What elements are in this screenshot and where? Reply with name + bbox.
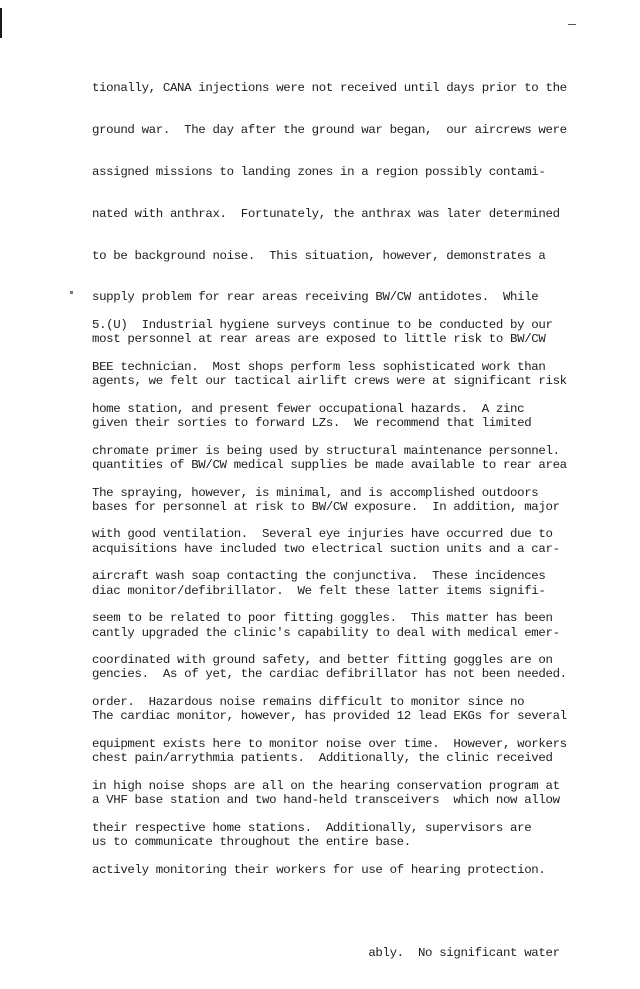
text-line: a VHF base station and two hand-held transceivers which now allow [92, 793, 560, 808]
text-line: equipment exists here to monitor noise over time. However, workers [92, 736, 567, 751]
text-line: us to communicate throughout the entire base. [92, 835, 411, 850]
text-line: tionally, CANA injections were not received until days prior to the [92, 81, 567, 95]
text-line: actively monitoring their workers for use of hearing protection. [92, 862, 546, 877]
text-line: quantities of BW/CW medical supplies be made available to rear area [92, 458, 567, 473]
text-line: assigned missions to landing zones in a region possibly contami- [92, 164, 546, 179]
text-line: nated with anthrax. Fortunately, the anthrax was later determined [92, 206, 560, 221]
text-line: supply problem for rear areas receiving BW/CW antidotes. While [92, 290, 539, 305]
text-line: their respective home stations. Additionally, supervisors are [92, 820, 532, 835]
text-line: order. Hazardous noise remains difficult to monitor since no [92, 695, 525, 710]
text-line: home station, and present fewer occupational hazards. A zinc [92, 401, 525, 416]
text-line: acquisitions have included two electrical suction units and a car- [92, 541, 560, 556]
text-line: bases for personnel at risk to BW/CW exposure. In addition, major [92, 499, 560, 514]
scan-mark [568, 24, 576, 25]
text-line: ably. No significant water [92, 946, 560, 961]
text-line: agents, we felt our tactical airlift crews were at significant risk [92, 374, 567, 389]
text-line [92, 905, 640, 919]
text-line: given their sorties to forward LZs. We recommend that limited [92, 416, 532, 431]
page-edge-mark [0, 8, 2, 38]
text-line: gencies. As of yet, the cardiac defibrillator has not been needed. [92, 667, 567, 682]
text-line: aircraft wash soap contacting the conjunctiva. These incidences [92, 569, 546, 584]
text-line: with good ventilation. Several eye injuries have occurred due to [92, 527, 553, 542]
scan-mark [70, 291, 73, 294]
text-line: The cardiac monitor, however, has provided 12 lead EKGs for several [92, 709, 567, 724]
text-line: 5.(U) Industrial hygiene surveys continue to be conducted by our [92, 318, 553, 332]
text-line: chromate primer is being used by structural maintenance personnel. [92, 443, 560, 458]
text-line: diac monitor/defibrillator. We felt these latter items signifi- [92, 583, 546, 598]
text-line: cantly upgraded the clinic's capability to deal with medical emer- [92, 625, 560, 640]
text-line: in high noise shops are all on the hearing conservation program at [92, 778, 560, 793]
text-line: BEE technician. Most shops perform less sophisticated work than [92, 359, 546, 374]
text-line: coordinated with ground safety, and better fitting goggles are on [92, 653, 553, 668]
paragraph-5 [92, 291, 640, 989]
text-line: The spraying, however, is minimal, and is accomplished outdoors [92, 485, 539, 500]
text-line: most personnel at rear areas are exposed to little risk to BW/CW [92, 332, 546, 347]
text-line: to be background noise. This situation, however, demonstrates a [92, 248, 546, 263]
text-line: seem to be related to poor fitting goggles. This matter has been [92, 611, 553, 626]
text-line: ground war. The day after the ground war began, our aircrews were [92, 122, 567, 137]
text-line: chest pain/arrythmia patients. Additionally, the clinic received [92, 751, 553, 766]
